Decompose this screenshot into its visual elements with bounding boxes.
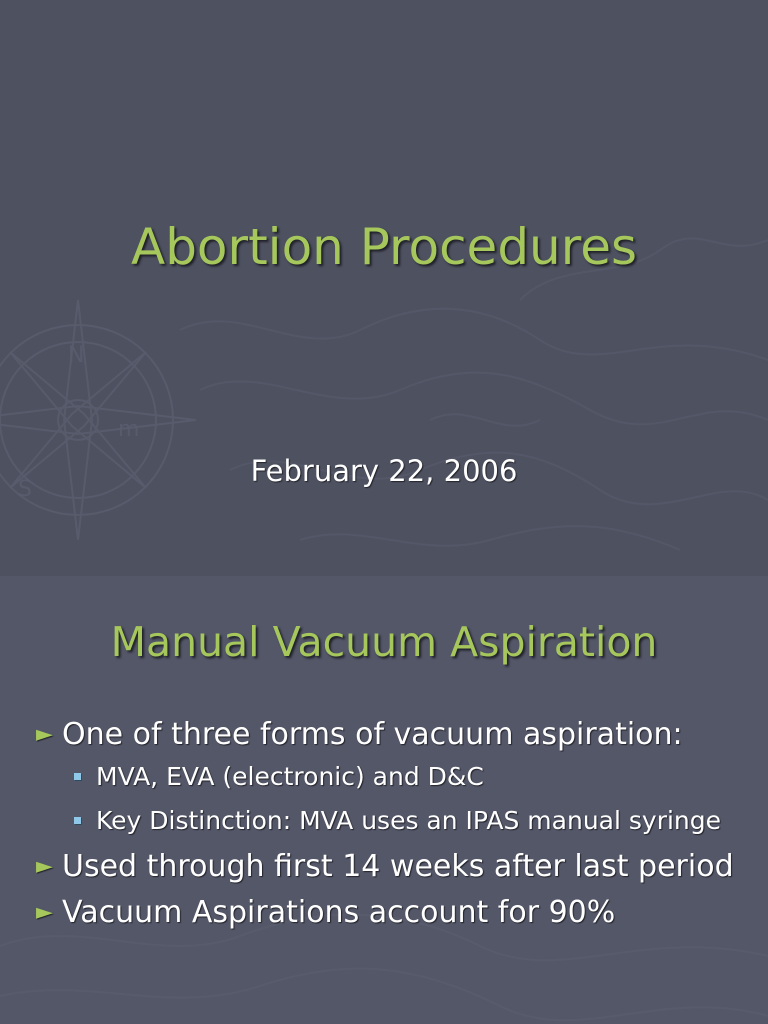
slide-subtitle: February 22, 2006 [250, 454, 518, 488]
svg-text:S: S [18, 477, 32, 502]
bullet-item [36, 716, 736, 754]
bullet-text: Vacuum Aspirations account for 90% [62, 895, 616, 930]
svg-text:m: m [118, 417, 140, 442]
content-slide [0, 576, 768, 1024]
slide-title: Abortion Procedures [130, 218, 638, 276]
square-bullet-icon [74, 817, 81, 824]
svg-text:N: N [68, 343, 85, 368]
sub-bullet-item [36, 804, 736, 838]
bullet-text: Used through first 14 weeks after last period [62, 849, 734, 884]
bullet-list [36, 716, 736, 936]
sub-bullet-text: Key Distinction: MVA uses an IPAS manual syringe [96, 806, 722, 835]
sub-bullet-text: MVA, EVA (electronic) and D&C [96, 762, 484, 791]
sub-bullet-item [36, 760, 736, 794]
bullet-item [36, 894, 736, 932]
triangle-bullet-icon: ► [36, 722, 53, 747]
square-bullet-icon [74, 773, 81, 780]
triangle-bullet-icon: ► [36, 854, 53, 879]
triangle-bullet-icon: ► [36, 900, 53, 925]
sub-bullet-list [36, 760, 736, 838]
bullet-item [36, 848, 736, 886]
slide-title: Manual Vacuum Aspiration [110, 618, 658, 666]
bullet-text: One of three forms of vacuum aspiration: [62, 717, 683, 752]
